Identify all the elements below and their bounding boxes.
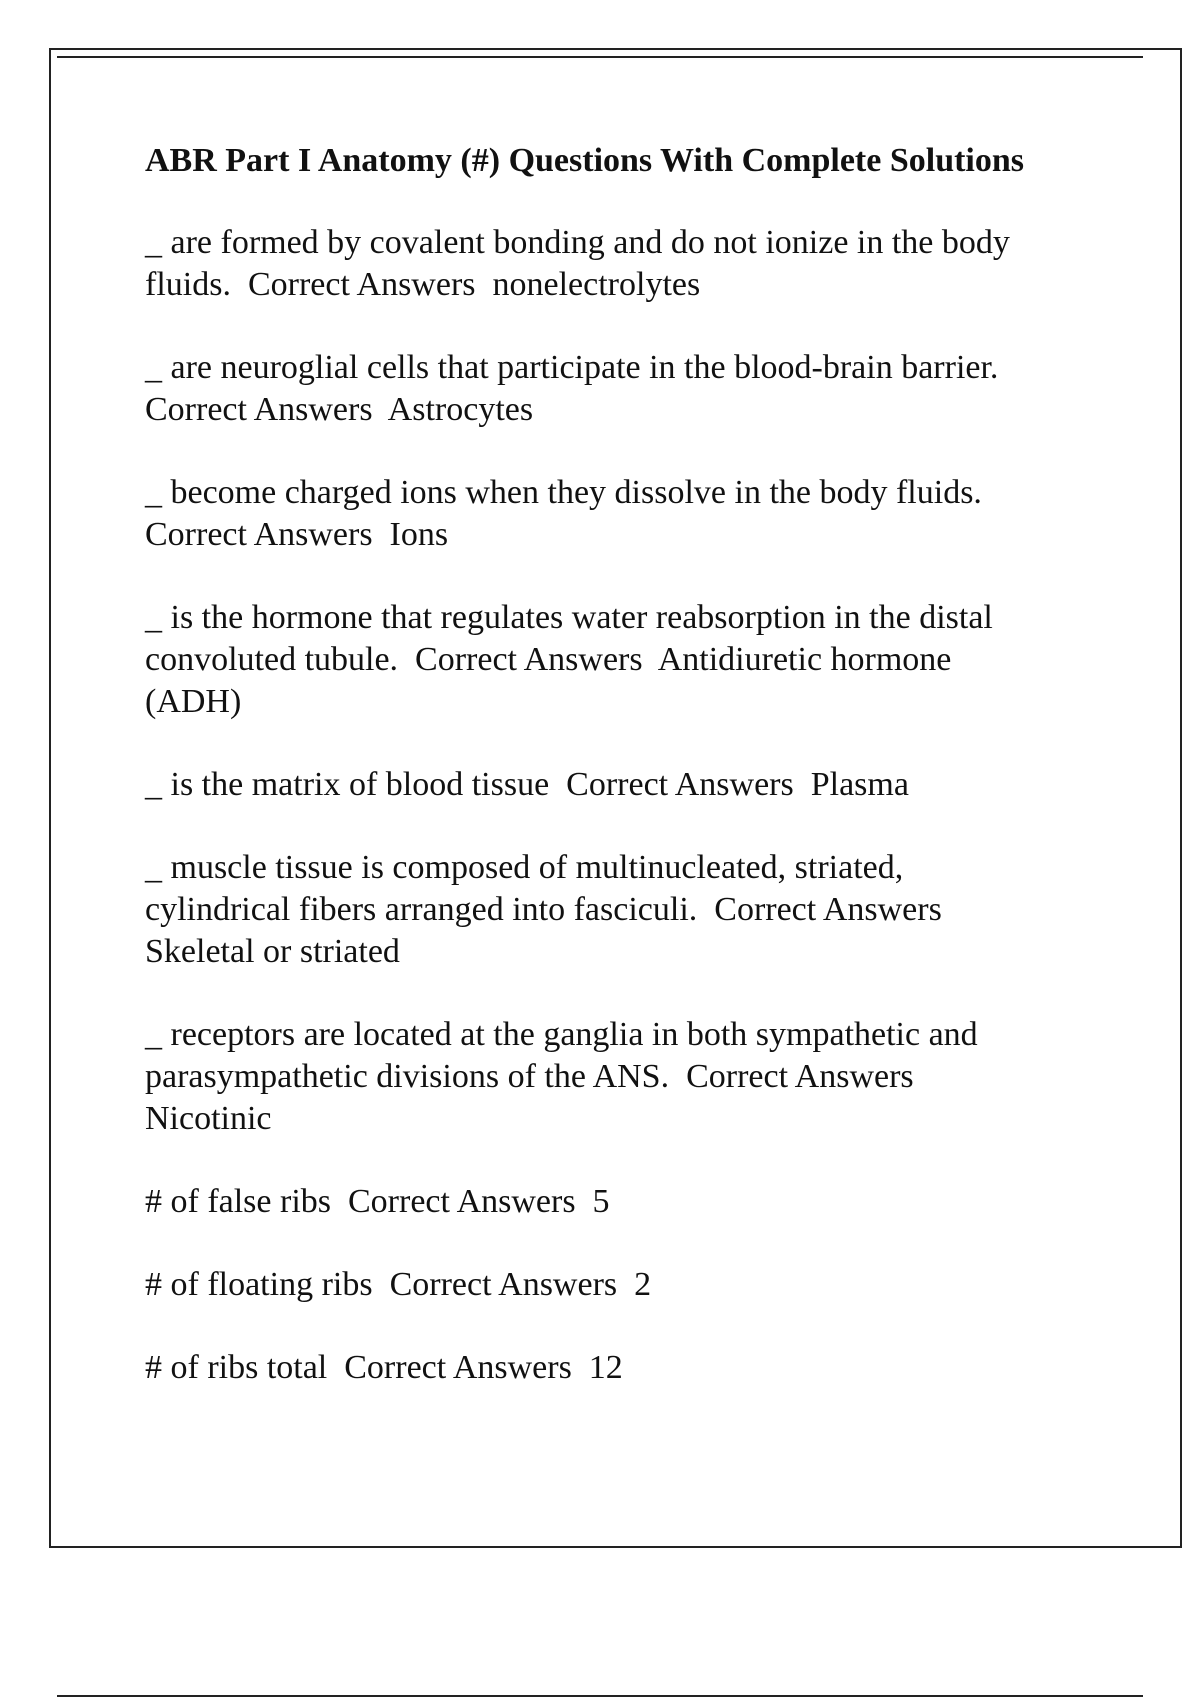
top-rule xyxy=(57,56,1143,58)
qa-item: # of floating ribs Correct Answers 2 xyxy=(145,1266,652,1303)
qa-item: # of false ribs Correct Answers 5 xyxy=(145,1183,610,1220)
qa-item: _ is the matrix of blood tissue Correct Answers Plasma xyxy=(145,766,909,803)
document-body xyxy=(145,140,1100,1430)
qa-item: # of ribs total Correct Answers 12 xyxy=(145,1349,623,1386)
qa-item: _ receptors are located at the ganglia in both sympathetic and parasympathetic divisions of the ANS. Correct Answers Nicotinic xyxy=(145,1016,978,1137)
qa-item: _ muscle tissue is composed of multinucleated, striated, cylindrical fibers arranged into fasciculi. Correct Answers Skeletal or striated xyxy=(145,849,942,970)
qa-item: _ are formed by covalent bonding and do not ionize in the body fluids. Correct Answers nonelectrolytes xyxy=(145,224,1010,303)
qa-item: _ become charged ions when they dissolve in the body fluids. Correct Answers Ions xyxy=(145,474,982,553)
document-title: ABR Part I Anatomy (#) Questions With Complete Solutions xyxy=(145,142,1025,179)
qa-item: _ are neuroglial cells that participate in the blood-brain barrier. Correct Answers Astrocytes xyxy=(145,349,999,428)
bottom-rule xyxy=(57,1695,1143,1697)
qa-item: _ is the hormone that regulates water reabsorption in the distal convoluted tubule. Correct Answers Antidiuretic hormone (ADH) xyxy=(145,599,993,720)
